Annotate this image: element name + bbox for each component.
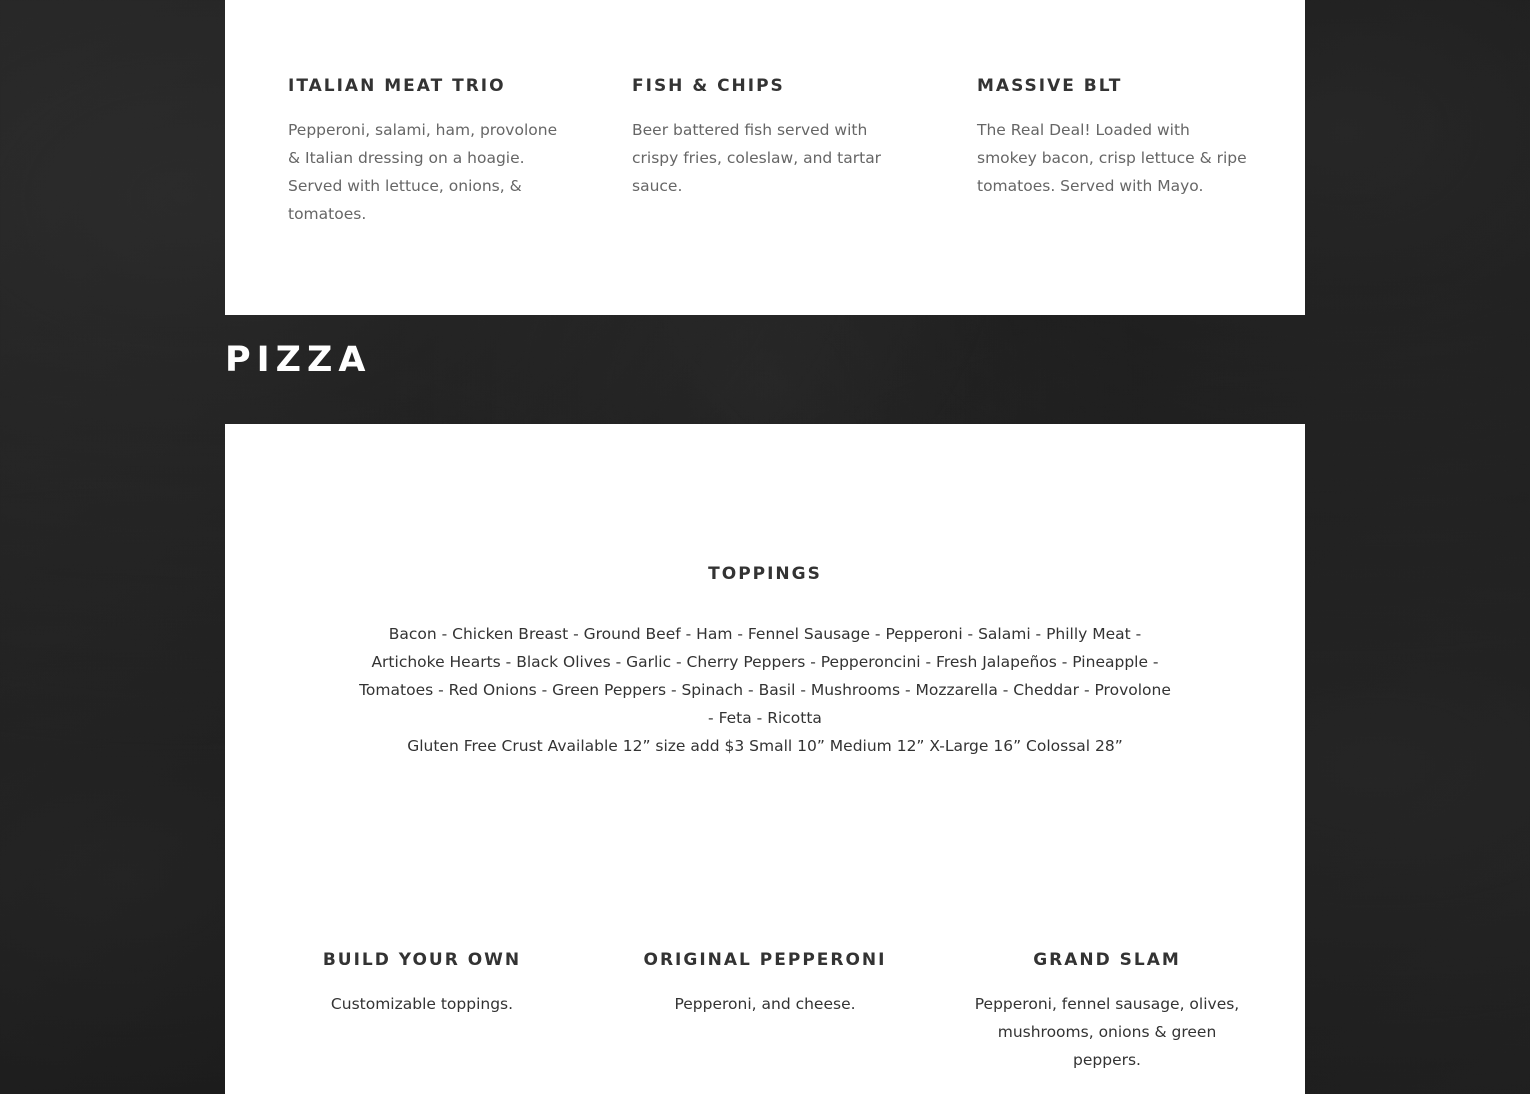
menu-item-fish-and-chips xyxy=(632,76,902,200)
toppings-title: TOPPINGS xyxy=(708,564,822,584)
menu-item-description: Beer battered fish served with crispy fries, coleslaw, and tartar sauce. xyxy=(632,121,882,195)
menu-item-grand-slam xyxy=(972,950,1242,1074)
menu-item-massive-blt xyxy=(977,76,1247,200)
crust-and-size-note: Gluten Free Crust Available 12” size add $3 Small 10” Medium 12” X-Large 16” Colossal 28” xyxy=(407,737,1123,755)
menu-item-description: Pepperoni, fennel sausage, olives, mushrooms, onions & green peppers. xyxy=(974,995,1240,1069)
menu-item-original-pepperoni xyxy=(630,950,900,1018)
menu-item-title: ORIGINAL PEPPERONI xyxy=(643,950,887,970)
menu-item-description: Pepperoni, and cheese. xyxy=(674,995,856,1013)
menu-item-italian-meat-trio xyxy=(288,76,558,228)
menu-item-title: BUILD YOUR OWN xyxy=(322,950,522,970)
menu-item-title: GRAND SLAM xyxy=(1033,950,1181,970)
section-heading-pizza: PIZZA xyxy=(225,340,372,380)
menu-item-description: The Real Deal! Loaded with smokey bacon, crisp lettuce & ripe tomatoes. Served with Mayo. xyxy=(977,121,1247,195)
menu-item-title: ITALIAN MEAT TRIO xyxy=(288,76,506,96)
menu-item-title: FISH & CHIPS xyxy=(632,76,785,96)
menu-item-description: Pepperoni, salami, ham, provolone & Italian dressing on a hoagie. Served with lettuce, onions, & tomatoes. xyxy=(288,121,558,223)
menu-item-description: Customizable toppings. xyxy=(330,995,514,1013)
toppings-list: Bacon - Chicken Breast - Ground Beef - Ham - Fennel Sausage - Pepperoni - Salami - Philly Meat - Artichoke Hearts - Black Olives - Garlic - Cherry Peppers - Pepperoncini - Fresh Jalapeños - Pineapple - Tomatoes - Red Onions - Green Peppers - Spinach - Basil - Mushrooms - Mozzarella - Cheddar - Provolone - Feta - Ricotta xyxy=(359,625,1171,727)
toppings-block xyxy=(355,564,1175,760)
menu-item-title: MASSIVE BLT xyxy=(977,76,1123,96)
menu-item-build-your-own xyxy=(287,950,557,1018)
